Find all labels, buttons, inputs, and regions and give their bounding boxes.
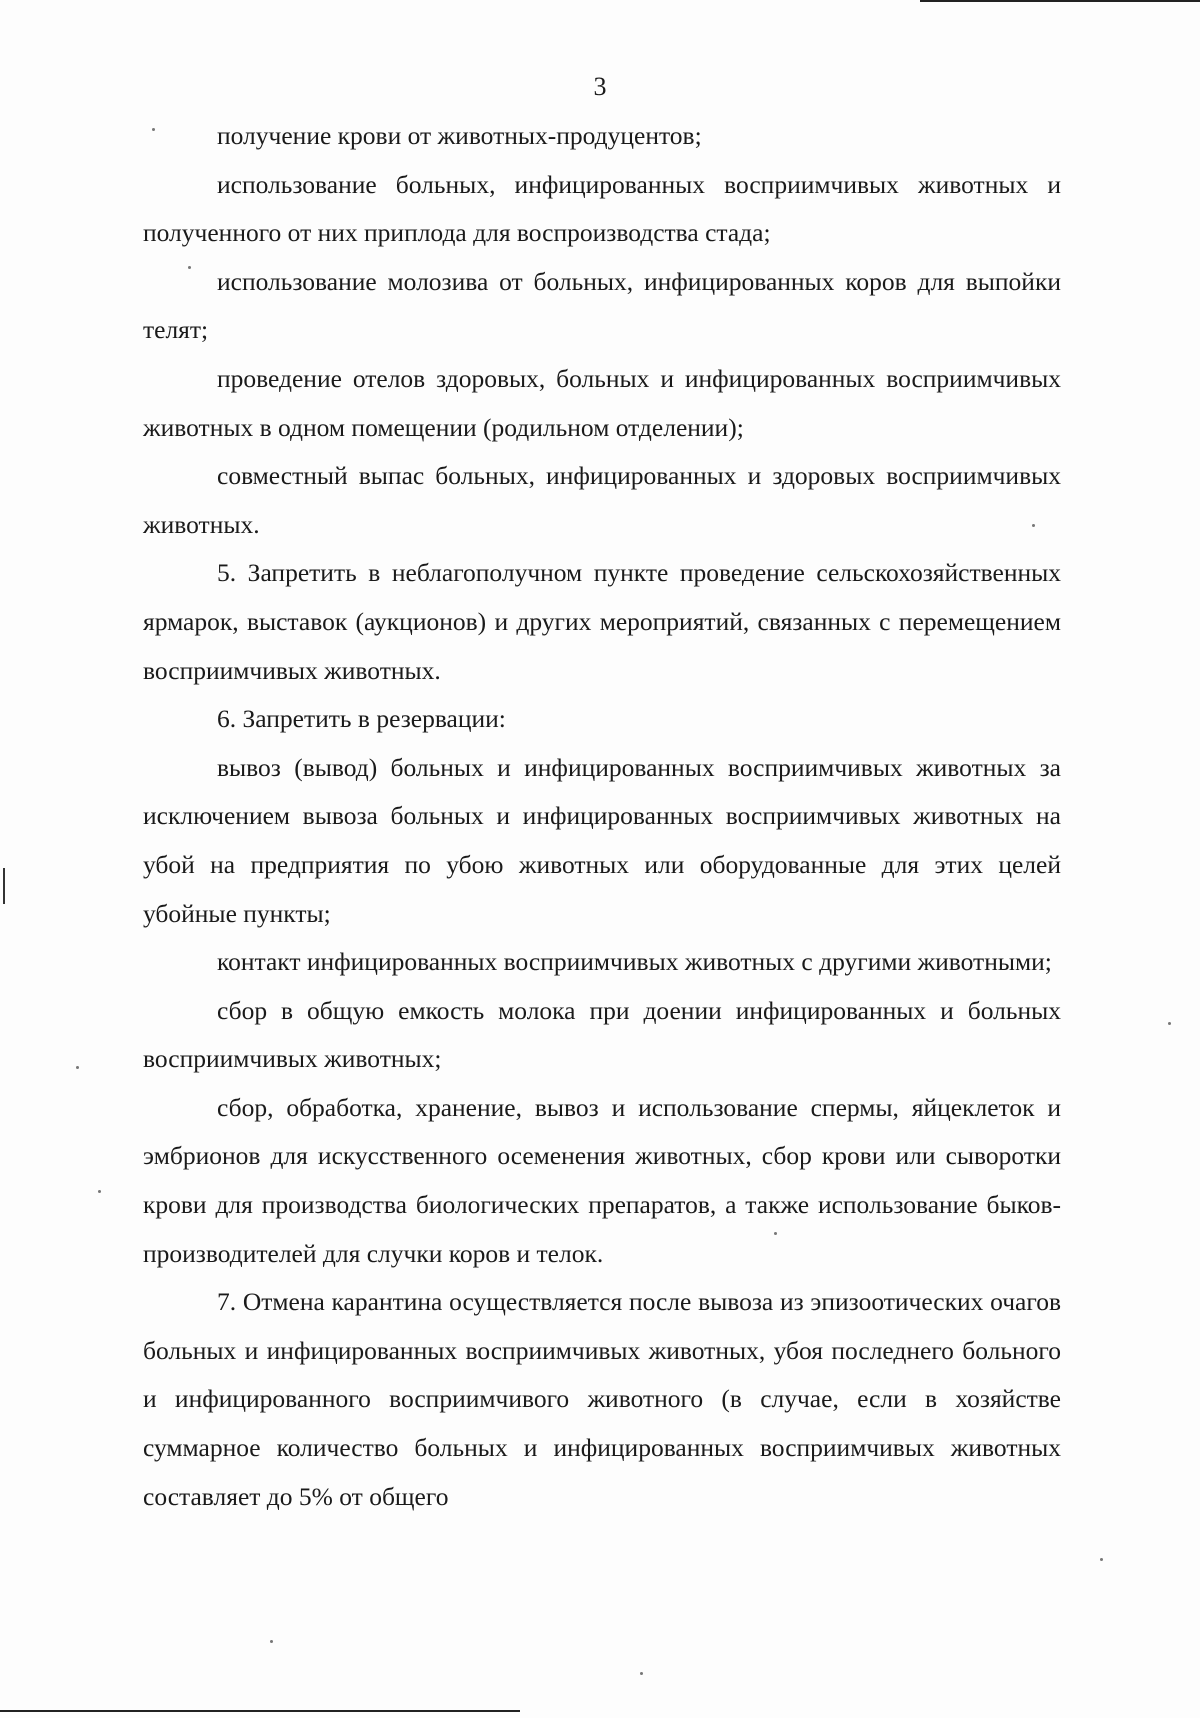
paragraph-joint-grazing: совместный выпас больных, инфицированных и здоровых восприимчивых животных. (143, 461, 1061, 539)
paragraph-colostrum: использование молозива от больных, инфицированных коров для выпойки телят; (143, 266, 1061, 345)
scan-speck (1100, 1558, 1103, 1561)
paragraph-milk-collection: сбор в общую емкость молока при доении инфицированных и больных восприимчивых животных; (143, 995, 1061, 1074)
scan-edge-line-bottom (0, 1710, 520, 1712)
scan-speck (152, 128, 155, 131)
page-number: 3 (593, 72, 607, 101)
scan-edge-mark-left (3, 868, 5, 904)
paragraph-item-5: 5. Запретить в неблагополучном пункте проведение сельскохозяйственных ярмарок, выставок (аукционов) и других мероприятий, связанных с перемещением восприимчивых животных. (143, 558, 1061, 685)
scan-speck (188, 266, 191, 269)
paragraph-herd-reproduction: использование больных, инфицированных восприимчивых животных и полученного от них приплода для воспроизводства стада; (143, 169, 1061, 248)
scan-speck (1032, 524, 1035, 527)
paragraph-removal: вывоз (вывод) больных и инфицированных восприимчивых животных за исключением вывоза больных и инфицированных восприимчивых животных на убой на предприятия по убою животных или оборудованные для этих целей убойные пункты; (143, 752, 1061, 928)
scan-speck (270, 1640, 273, 1643)
paragraph-blood-collection: получение крови от животных-продуцентов; (217, 121, 702, 150)
scan-speck (640, 1672, 643, 1675)
paragraph-contact: контакт инфицированных восприимчивых животных с другими животными; (217, 947, 1052, 977)
scan-speck (98, 1190, 101, 1193)
scan-speck (1168, 1022, 1171, 1025)
paragraph-item-6: 6. Запретить в резервации: (217, 704, 506, 734)
scan-speck (76, 1066, 79, 1069)
scan-edge-line-top (920, 0, 1200, 2)
paragraph-calving: проведение отелов здоровых, больных и инфицированных восприимчивых животных в одном помещении (родильном отделении); (143, 363, 1061, 442)
paragraph-item-7: 7. Отмена карантина осуществляется после вывоза из эпизоотических очагов больных и инфицированных восприимчивых животных, убоя последнего больного и инфицированного восприимчивого животного (в случае, если в хозяйстве суммарное количество больных и инфицированных восприимчивых животных составляет до 5% от общего (143, 1287, 1061, 1511)
scan-speck (774, 1232, 777, 1235)
paragraph-sperm-collection: сбор, обработка, хранение, вывоз и использование спермы, яйцеклеток и эмбрионов для искусственного осеменения животных, сбор крови или сыворотки крови для производства биологических препаратов, а также использование быков-производителей для случки коров и телок. (143, 1092, 1061, 1268)
document-body (143, 112, 1061, 1521)
